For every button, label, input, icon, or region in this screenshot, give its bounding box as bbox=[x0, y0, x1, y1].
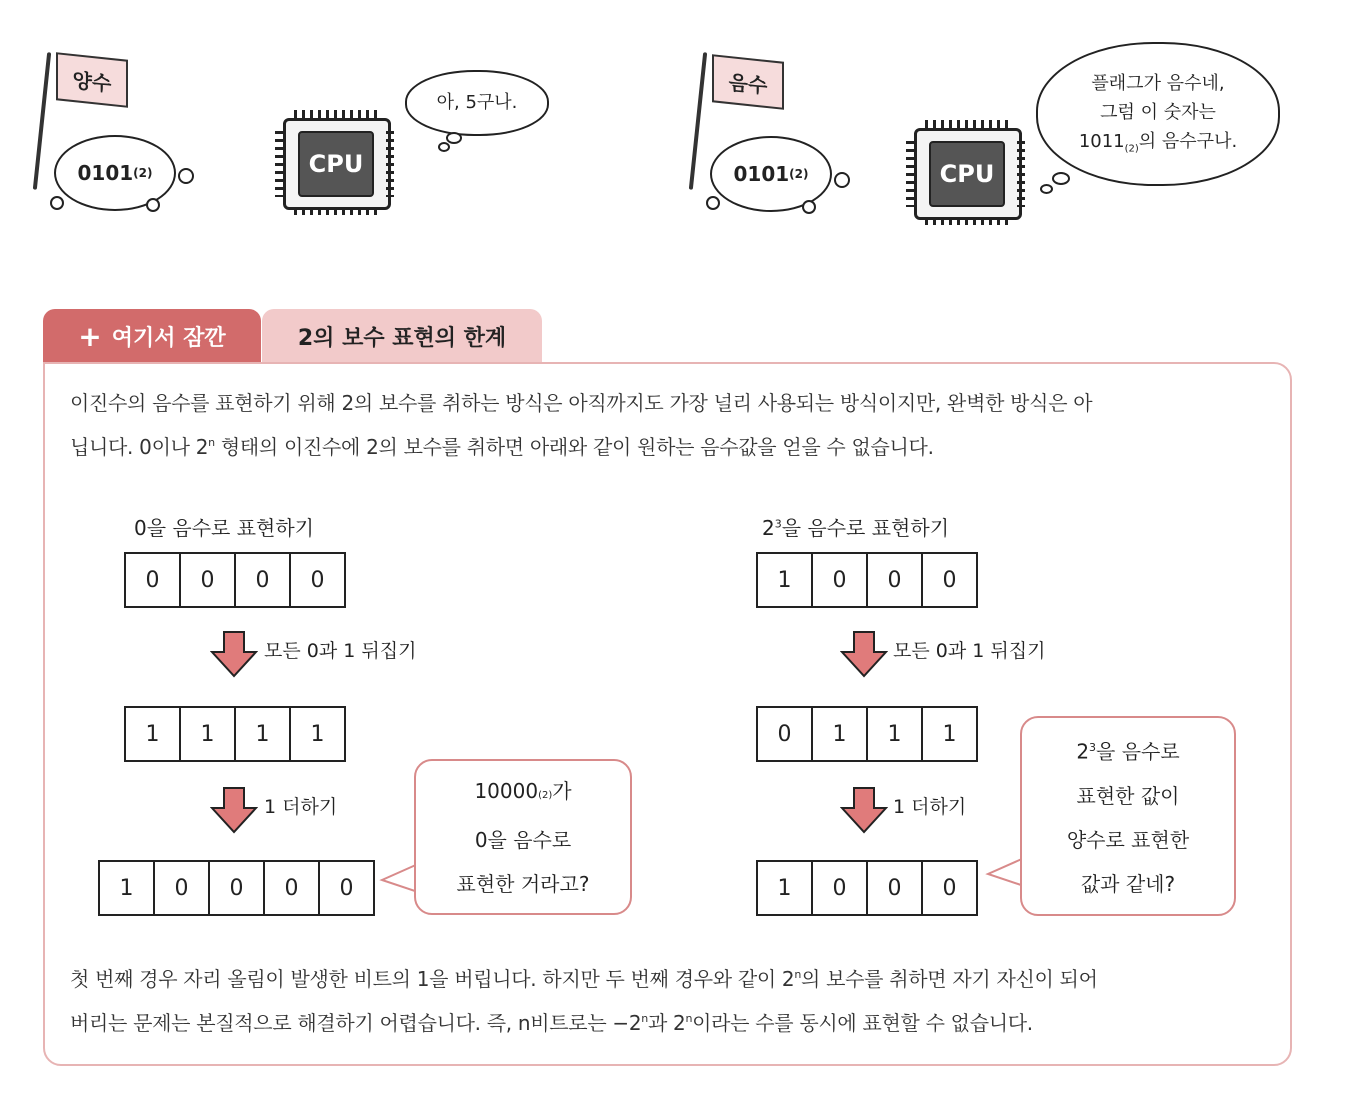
bit-cell: 1 bbox=[758, 554, 813, 606]
number-base: (2) bbox=[789, 167, 809, 181]
cpu-chip bbox=[914, 128, 1022, 220]
bit-cell: 0 bbox=[181, 554, 236, 606]
blob-tail bbox=[178, 168, 194, 184]
bit-cell: 0 bbox=[155, 862, 210, 914]
bit-cell: 0 bbox=[868, 862, 923, 914]
number-base: (2) bbox=[133, 166, 153, 180]
bit-row-flipped bbox=[756, 706, 978, 762]
bubble-line: 10000(2)가 bbox=[474, 778, 572, 803]
tab-note-label: 여기서 잠깐 bbox=[111, 325, 226, 351]
thought-cloud bbox=[405, 70, 549, 136]
bubble-line: 0을 음수로 bbox=[474, 827, 572, 852]
tab-note bbox=[43, 309, 261, 363]
flag-negative: 음수 bbox=[712, 54, 784, 110]
bit-cell: 1 bbox=[100, 862, 155, 914]
blob-foot bbox=[802, 200, 816, 214]
flag-positive: 양수 bbox=[56, 52, 128, 108]
bit-cell: 0 bbox=[265, 862, 320, 914]
bubble-line: 양수로 표현한 bbox=[1066, 827, 1190, 852]
bit-row-result bbox=[756, 860, 978, 916]
bit-cell: 0 bbox=[758, 708, 813, 760]
step-flip-label: 모든 0과 1 뒤집기 bbox=[264, 640, 417, 662]
bit-cell: 0 bbox=[813, 862, 868, 914]
cpu-label: CPU bbox=[298, 131, 374, 197]
bit-cell: 0 bbox=[210, 862, 265, 914]
box-title: 2의 보수 표현의 한계 bbox=[262, 309, 542, 363]
outro-line: 버리는 문제는 본질적으로 해결하기 어렵습니다. 즉, n비트로는 $-2^n$과 2$^n$이라는 수를 동시에 표현할 수 없습니다. bbox=[70, 1011, 1033, 1035]
bit-cell: 1 bbox=[181, 708, 236, 760]
blob-tail bbox=[834, 172, 850, 188]
bit-row-result bbox=[98, 860, 375, 916]
example-right-title: $2^3$을 음수로 표현하기 bbox=[762, 516, 950, 540]
plus-icon: + bbox=[78, 319, 102, 353]
number-value: 0101 bbox=[77, 161, 134, 185]
thought-text: 아, 5구나. bbox=[436, 91, 518, 113]
thought-line: $1011_{(2)}$의 음수구나. bbox=[1078, 131, 1238, 155]
number-value: 0101 bbox=[733, 162, 790, 186]
thought-cloud bbox=[1036, 42, 1280, 186]
speech-bubble-right bbox=[1020, 716, 1236, 916]
bubble-line: 값과 같네? bbox=[1080, 871, 1176, 896]
blob-foot bbox=[50, 196, 64, 210]
bit-cell: 0 bbox=[942, 567, 957, 593]
bit-row-start bbox=[756, 552, 978, 608]
step-flip-label: 모든 0과 1 뒤집기 bbox=[893, 640, 1046, 662]
bit-row-start bbox=[124, 552, 346, 608]
step-add-label: 1 더하기 bbox=[893, 796, 967, 818]
bit-cell: 0 bbox=[868, 554, 923, 606]
cpu-chip bbox=[283, 118, 391, 210]
bit-cell: 0 bbox=[339, 875, 354, 901]
bit-row-flipped bbox=[124, 706, 346, 762]
thought-dot bbox=[1052, 172, 1070, 185]
thought-dot bbox=[1040, 184, 1053, 194]
bit-cell: 1 bbox=[758, 862, 813, 914]
bit-cell: 1 bbox=[310, 721, 325, 747]
speech-bubble-left bbox=[414, 759, 632, 915]
bubble-line: $2^3$을 음수로 bbox=[1076, 739, 1180, 764]
bit-cell: 1 bbox=[813, 708, 868, 760]
thought-line: 플래그가 음수네, bbox=[1091, 73, 1225, 95]
bit-cell: 1 bbox=[942, 721, 957, 747]
blob-foot bbox=[706, 196, 720, 210]
step-add-label: 1 더하기 bbox=[264, 796, 338, 818]
outro-line: 첫 번째 경우 자리 올림이 발생한 비트의 1을 버립니다. 하지만 두 번째 경우와 같이 2$^n$의 보수를 취하면 자기 자신이 되어 bbox=[70, 967, 1098, 991]
bit-cell: 0 bbox=[942, 875, 957, 901]
thought-dot bbox=[446, 132, 462, 144]
cpu-label: CPU bbox=[929, 141, 1005, 207]
bubble-line: 표현한 값이 bbox=[1076, 783, 1180, 808]
bit-cell: 0 bbox=[310, 567, 325, 593]
thought-line: 그럼 이 숫자는 bbox=[1100, 102, 1216, 124]
bit-cell: 1 bbox=[868, 708, 923, 760]
intro-line: 이진수의 음수를 표현하기 위해 2의 보수를 취하는 방식은 아직까지도 가장 널리 사용되는 방식이지만, 완벽한 방식은 아 bbox=[70, 391, 1093, 415]
down-arrow-icon bbox=[210, 630, 258, 678]
bit-cell: 1 bbox=[236, 708, 291, 760]
bit-cell: 0 bbox=[236, 554, 291, 606]
flag-pole bbox=[33, 52, 51, 190]
thought-dot bbox=[438, 142, 450, 152]
example-left-title: 0을 음수로 표현하기 bbox=[134, 516, 314, 540]
down-arrow-icon bbox=[840, 630, 888, 678]
down-arrow-icon bbox=[840, 786, 888, 834]
bubble-line: 표현한 거라고? bbox=[456, 871, 590, 896]
bit-cell: 0 bbox=[813, 554, 868, 606]
number-blob bbox=[710, 136, 832, 212]
intro-line: 닙니다. 0이나 2$^n$ 형태의 이진수에 2의 보수를 취하면 아래와 같이 원하는 음수값을 얻을 수 없습니다. bbox=[70, 435, 934, 459]
bit-cell: 1 bbox=[126, 708, 181, 760]
bit-cell: 0 bbox=[126, 554, 181, 606]
flag-pole bbox=[689, 52, 707, 190]
blob-foot bbox=[146, 198, 160, 212]
down-arrow-icon bbox=[210, 786, 258, 834]
